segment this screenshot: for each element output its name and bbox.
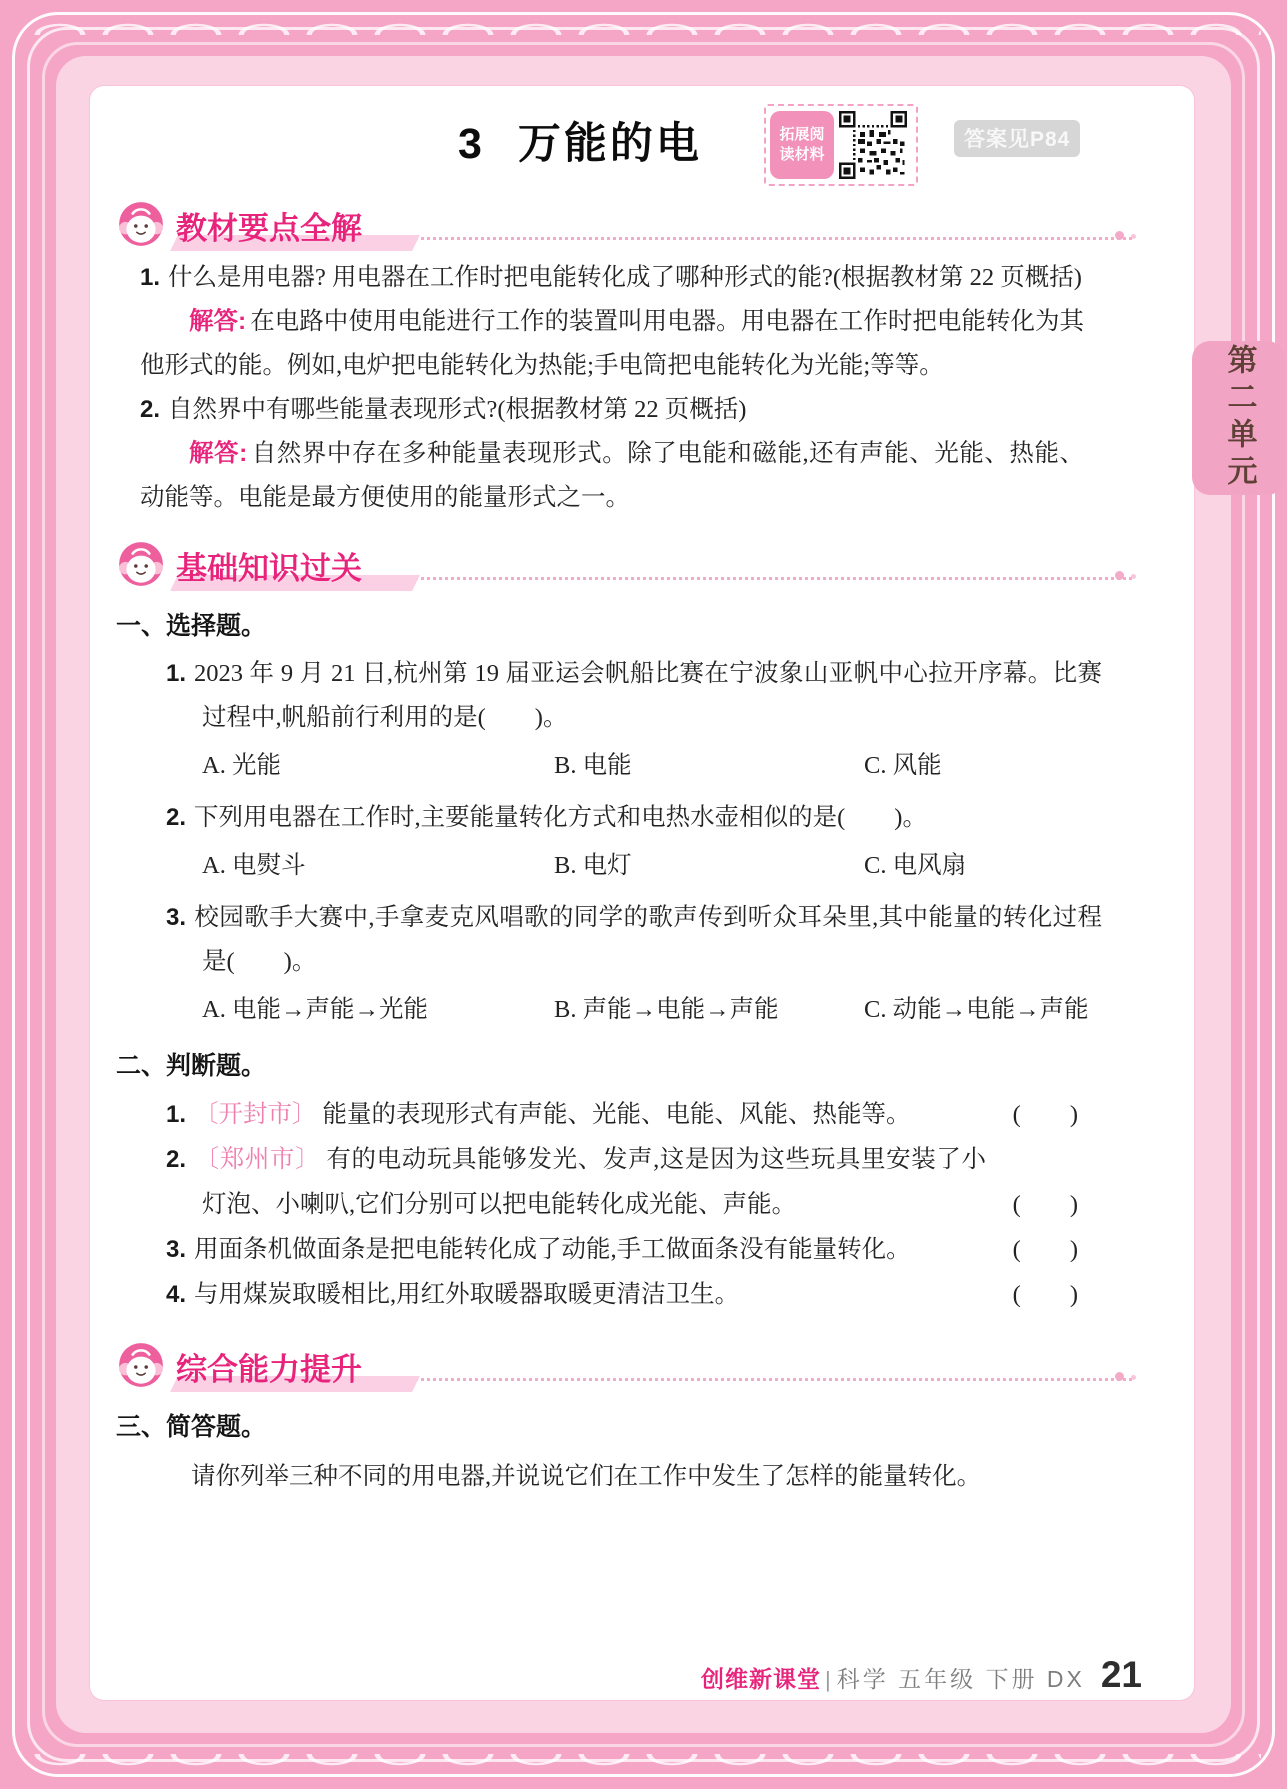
judge-question: 1. 〔开封市〕 能量的表现形式有声能、光能、电能、风能、热能等。 ( ) [166, 1092, 1078, 1137]
choice-options [202, 988, 1136, 1032]
mascot-icon [116, 200, 166, 250]
mascot-icon [116, 540, 166, 590]
choice-question: 2. 下列用电器在工作时,主要能量转化方式和电热水壶相似的是( )。 A. 电熨斗 B. 电灯 C. 电风扇 [166, 796, 1136, 888]
section-divider [410, 237, 1132, 240]
option-b: B. 电能 [554, 752, 632, 779]
section-divider [410, 577, 1132, 580]
page-sheet [90, 86, 1194, 1700]
section-basic-knowledge [116, 538, 1136, 1317]
qr-box [764, 104, 918, 186]
unit-tab-label: 第二单元 [1222, 344, 1256, 492]
choice-options [202, 844, 1136, 888]
lesson-header [116, 96, 1136, 194]
judge-question: 2. 〔郑州市〕 有的电动玩具能够发光、发声,这是因为这些玩具里安装了小灯泡、小喇叭,它们分别可以把电能转化成光能、声能。 ( ) [166, 1137, 1078, 1227]
option-a: A. 电熨斗 [202, 852, 306, 879]
section-title: 综合能力提升 [166, 1344, 374, 1389]
answer: 解答: 自然界中存在多种能量表现形式。除了电能和磁能,还有声能、光能、热能、动能等。电能是最方便使用的能量形式之一。 [140, 440, 1084, 511]
qr-code-icon [839, 111, 907, 179]
scallop-wave-bottom [26, 1754, 1261, 1784]
answer-location-badge: 答案见P84 [954, 120, 1080, 157]
section-header [116, 538, 1136, 592]
brand-name: 创维新课堂 [701, 1666, 821, 1692]
section-title: 教材要点全解 [166, 203, 374, 248]
scallop-wave-top [26, 5, 1261, 35]
option-c: C. 电风扇 [864, 852, 967, 879]
short-answer-prompt: 请你列举三种不同的用电器,并说说它们在工作中发生了怎样的能量转化。 [191, 1463, 982, 1490]
qr-label: 拓展阅读材料 [770, 111, 834, 179]
answer: 解答: 在电路中使用电能进行工作的装置叫用电器。用电器在工作时把电能转化为其他形式的能。例如,电炉把电能转化为热能;手电筒把电能转化为光能;等等。 [140, 308, 1084, 379]
choice-question: 3. 校园歌手大赛中,手拿麦克风唱歌的同学的歌声传到听众耳朵里,其中能量的转化过程是( )。 A. 电能→声能→光能 B. 声能→电能→声能 C. 动能→电能→声能 [166, 896, 1136, 1032]
answer-blank: ( ) [1012, 1236, 1078, 1263]
page-content [90, 86, 1194, 1700]
section-textbook-key-points [116, 198, 1136, 520]
mascot-icon [116, 1341, 166, 1391]
subsection-heading-short-answer: 三、简答题。 [116, 1413, 267, 1441]
answer-blank: ( ) [1012, 1281, 1078, 1308]
footer-divider: | [825, 1667, 831, 1692]
qa-list [140, 256, 1136, 520]
subsection-heading-choice: 一、选择题。 [116, 612, 267, 640]
option-b: B. 声能→电能→声能 [554, 996, 779, 1023]
section-header [116, 1339, 1136, 1393]
question: 2. 自然界中有哪些能量表现形式?(根据教材第 22 页概括) [140, 396, 747, 423]
book-info: 科学 五年级 下册 DX [836, 1666, 1085, 1692]
question: 1. 什么是用电器? 用电器在工作时把电能转化成了哪种形式的能?(根据教材第 22 页概括) [140, 264, 1082, 291]
subsection-heading-judge: 二、判断题。 [116, 1052, 267, 1080]
section-title: 基础知识过关 [166, 543, 374, 588]
judge-question: 3. 用面条机做面条是把电能转化成了动能,手工做面条没有能量转化。 ( ) [166, 1227, 1078, 1272]
answer-blank: ( ) [1012, 1101, 1078, 1128]
city-tag: 〔郑州市〕 [194, 1146, 321, 1173]
section-header [116, 198, 1136, 252]
page-number: 21 [1100, 1654, 1142, 1695]
page-footer [701, 1654, 1142, 1696]
option-a: A. 电能→声能→光能 [202, 996, 428, 1023]
choice-options [202, 744, 1136, 788]
city-tag: 〔开封市〕 [194, 1101, 317, 1128]
section-comprehensive-ability [116, 1339, 1136, 1499]
section-divider [410, 1378, 1132, 1381]
unit-tab [1192, 341, 1285, 495]
option-c: C. 风能 [864, 752, 942, 779]
option-a: A. 光能 [202, 752, 281, 779]
judge-question: 4. 与用煤炭取暖相比,用红外取暖器取暖更清洁卫生。 ( ) [166, 1272, 1078, 1317]
option-c: C. 动能→电能→声能 [864, 996, 1089, 1023]
choice-question: 1. 2023 年 9 月 21 日,杭州第 19 届亚运会帆船比赛在宁波象山亚帆中心拉开序幕。比赛过程中,帆船前行利用的是( )。 A. 光能 B. 电能 C. 风能 [166, 652, 1136, 788]
lesson-title: 3 万能的电 [458, 120, 702, 168]
answer-blank: ( ) [1012, 1191, 1078, 1218]
option-b: B. 电灯 [554, 852, 632, 879]
